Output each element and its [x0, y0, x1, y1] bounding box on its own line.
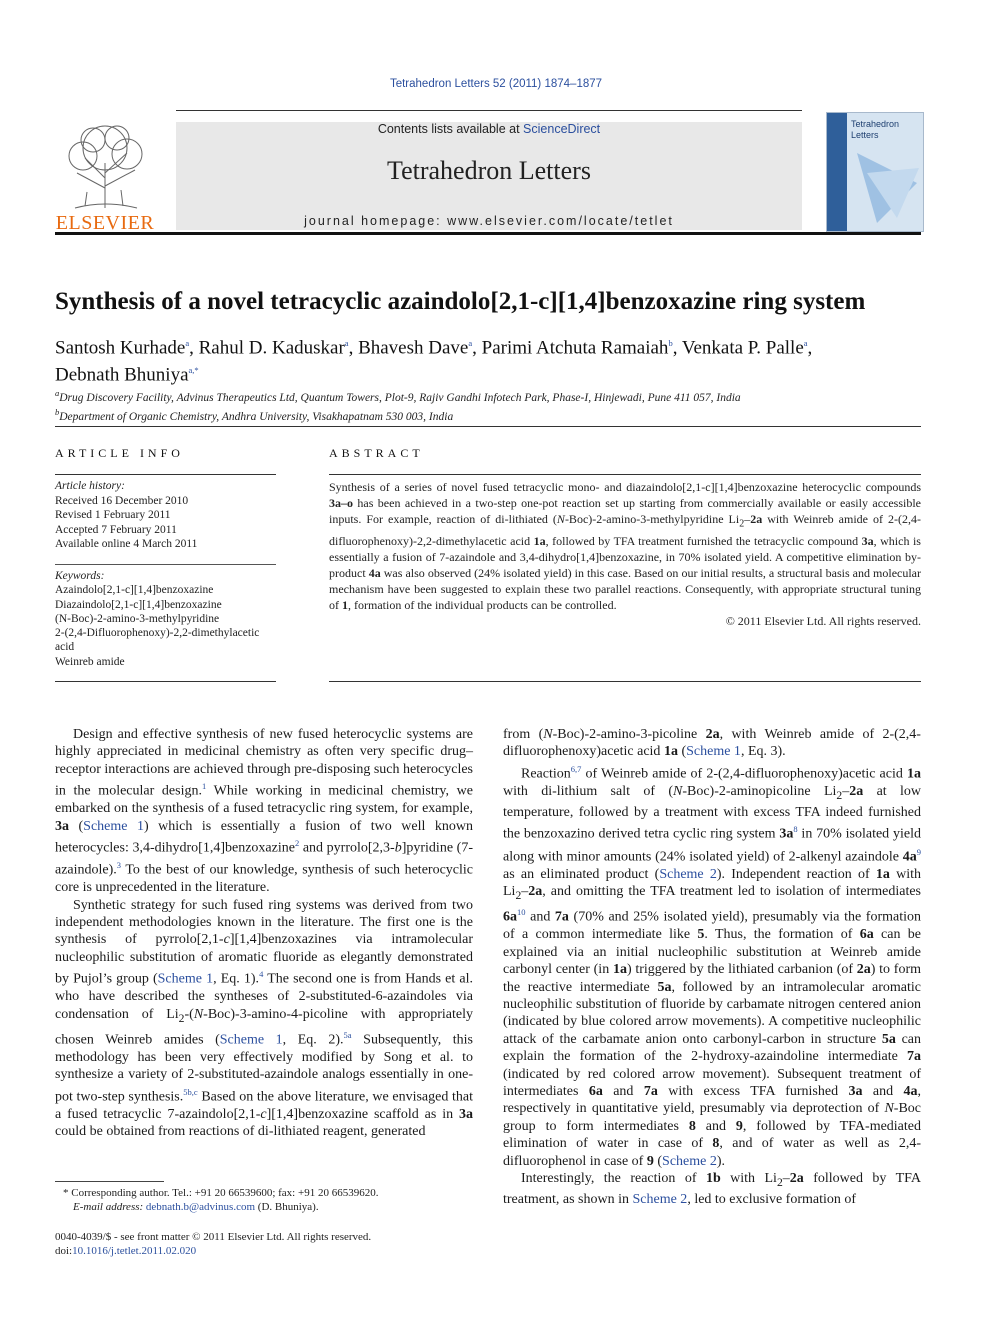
author-affil-sup[interactable]: b — [668, 338, 673, 348]
cover-title-1: Tetrahedron — [851, 119, 900, 129]
divider — [55, 681, 276, 682]
elsevier-wordmark: ELSEVIER — [55, 212, 155, 234]
author-affil-sup[interactable]: a — [344, 338, 349, 348]
author-affil-sup[interactable]: a — [468, 338, 473, 348]
scheme-link[interactable]: Scheme 1 — [157, 971, 214, 987]
masthead-rule — [55, 232, 921, 235]
journal-cover-thumbnail[interactable] — [826, 112, 924, 232]
corresponding-author-note: * Corresponding author. Tel.: +91 20 66539600; fax: +91 20 66539620. E-mail address: debnath.b@advinus.com (D. Bhuniya). — [63, 1187, 379, 1214]
author-name: Santosh Kurhade — [55, 337, 186, 359]
paragraph: Design and effective synthesis of new fused heterocyclic systems are highly appreciated in medicinal chemistry as often very specific drug–receptor interactions are achieved through pre-disposing such heterocycles in the molecular design.$^1$ While working in medicinal chemistry, we embarked on the synthesis of a fused tetracyclic ring system, for example, 3a (Scheme 1) which is essentially a fusion of two well known heterocycles: 3,4-dihydro[1,4]benzoxazine$^2$ and pyrrolo[2,3-b]pyridine (7-azaindole).$^3$ To the best of our knowledge, synthesis of such heterocyclic core is unprecedented in the literature. — [55, 727, 473, 896]
journal-reference[interactable]: Tetrahedron Letters 52 (2011) 1874–1877 — [389, 78, 603, 90]
author-affil-sup[interactable]: a — [803, 338, 808, 348]
author-name: Debnath Bhuniya — [55, 364, 189, 386]
abstract-heading: ABSTRACT — [329, 446, 424, 460]
paragraph: Interestingly, the reaction of 1b with $Li_2-2a$ followed by TFA treatment, as shown in Scheme 2, led to exclusive formation of — [503, 1170, 921, 1208]
scheme-link[interactable]: Scheme 2 — [662, 1153, 717, 1169]
author-name: Rahul D. Kaduskar — [198, 337, 345, 359]
affiliation-a: $^a$Drug Discovery Facility, Advinus Therapeutics Ltd, Quantum Towers, Plot-9, Rajiv Gandhi Infotech Park, Phase-I, Hinjewadi, Pune 411 057, India — [55, 388, 741, 404]
article-title: Synthesis of a novel tetracyclic azaindolo[2,1-c][1,4]benzoxazine ring system — [55, 288, 866, 315]
paragraph: Reaction$^{6,7}$ of Weinreb amide of 2-(2,4-difluorophenoxy)acetic acid 1a with di-lithium salt of (N-Boc)-2-aminopicoline $Li_2-2a$ at low temperature, followed by a treatment with excess TFA indeed furnished the benzoxazino derived tetra cyclic ring system $3a^8$ in 70% isolated yield along with minor amounts (24% isolated yield) of 2-alkenyl azaindole $4a^9$ as an eliminated product (Scheme 2). Independent reaction of 1a with $Li_2-2a$, and omitting the TFA treatment led to isolation of intermediates $6a^{10}$ and 7a (70% and 25% isolated yield), presumably via the formation of a common intermediate like 5. Thus, the formation of 6a can be explained via an initial nucleophilic substitution at Weinreb amide carbonyl center (in 1a) triggered by the lithiated carbanion (of 2a) to form the reactive intermediate 5a, followed by an intramolecular aromatic nucleophilic substitution of fluoride by carbamate nitrogen centered anion (indicated by blue colored arrow movements). A competitive nucleophilic attack of the carbamate anion onto carbonyl-carbon in structure 5a can explain the formation of the 2-hydroxy-azaindoline intermediate 7a (indicated by red colored arrow movement). Subsequent treatment of intermediates 6a and 7a with excess TFA furnished 3a and 4a, respectively in quantitative yield, presumably via deprotection of N-Boc group to form intermediates 8 and 9, followed by TFA-mediated elimination of water in case of 8, and of water as well as 2,4-difluorophenol in case of 9 (Scheme 2). — [503, 763, 922, 1169]
sciencedirect-link[interactable]: ScienceDirect — [523, 122, 601, 136]
cover-title-2: Letters — [851, 130, 879, 140]
footnote-rule — [55, 1181, 164, 1182]
keyword: Diazaindolo[2,1-c][1,4]benzoxazine — [55, 598, 222, 611]
keyword: (N-Boc)-2-amino-3-methylpyridine — [55, 612, 220, 625]
body-column-left — [55, 726, 473, 1141]
keyword: Azaindolo[2,1-c][1,4]benzoxazine — [55, 584, 214, 597]
contents-line: Contents lists available at ScienceDirect — [377, 122, 601, 136]
affiliations — [55, 386, 921, 425]
author-name: Bhavesh Dave — [358, 337, 469, 359]
author-affil-sup[interactable]: a,* — [188, 365, 199, 376]
keywords: Keywords: Azaindolo[2,1-c][1,4]benzoxazine Diazaindolo[2,1-c][1,4]benzoxazine (N-Boc)-2-amino-3-methylpyridine 2-(2,4-Difluorophenoxy)-2,2-dimethylacetic acid Weinreb amide — [55, 569, 280, 669]
scheme-link[interactable]: Scheme 1 — [83, 818, 144, 834]
scheme-link[interactable]: Scheme 1 — [686, 744, 741, 760]
author-name: Parimi Atchuta Ramaiah — [481, 337, 669, 359]
abstract-text: Synthesis of a series of novel fused tetracyclic mono- and diazaindolo[2,1-c][1,4]benzoxazine heterocyclic compounds 3a–o has been achieved in a two-step one-pot reaction set up starting from commercially available or easily accessible inputs. For example, reaction of di-lithiated (N-Boc)-2-amino-3-methylpyridine $Li_2-2a$ with Weinreb amide of 2-(2,4-difluorophenoxy)-2,2-dimethylacetic acid 1a, followed by TFA treatment furnished the tetracyclic compound 3a, which is essentially a fusion of 7-azaindole and 3,4-dihydro[1,4]benzoxazine, in 70% isolated yield. A competitive elimination by-product 4a was also observed (24% isolated yield) in this case. Based on our initial results, a structural basis and molecular mechanism have been suggested to explain these two parallel reactions. Consequently, with appropriate structural tuning of 1, formation of the individual products can be controlled. © 2011 Elsevier Ltd. All rights reserved. — [329, 480, 922, 629]
divider — [55, 564, 276, 565]
divider — [329, 681, 921, 682]
scheme-link[interactable]: Scheme 1 — [219, 1032, 283, 1048]
divider — [329, 474, 921, 475]
scheme-link[interactable]: Scheme 2 — [659, 866, 717, 882]
affiliation-b: $^b$Department of Organic Chemistry, Andhra University, Visakhapatnam 530 003, India — [55, 407, 454, 424]
paragraph: from (N-Boc)-2-amino-3-picoline 2a, with Weinreb amide of 2-(2,4-difluorophenoxy)acetic acid 1a (Scheme 1, Eq. 3). — [503, 727, 921, 760]
article-history: Article history: Received 16 December 2010 Revised 1 February 2011 Accepted 7 February 2011 Available online 4 March 2011 — [55, 480, 198, 550]
author-list: Santosh Kurhade$^a$, Rahul D. Kaduskar$^a$, Bhavesh Dave$^a$, Parimi Atchuta Ramaiah$^b$, Venkata P. Palle$^a$, Debnath Bhuniya$^{a,*}$ — [55, 337, 813, 386]
journal-title: Tetrahedron Letters — [387, 156, 591, 185]
keyword: Weinreb amide — [55, 655, 125, 668]
body-column-right — [503, 726, 921, 1209]
divider — [55, 474, 276, 475]
abstract-copyright: © 2011 Elsevier Ltd. All rights reserved. — [725, 614, 921, 629]
scheme-link[interactable]: Scheme 2 — [632, 1192, 688, 1208]
article-info-heading: ARTICLE INFO — [55, 446, 184, 460]
front-matter: 0040-4039/$ - see front matter © 2011 Elsevier Ltd. All rights reserved. doi:10.1016/j.tetlet.2011.02.020 — [55, 1231, 372, 1258]
journal-homepage[interactable]: journal homepage: www.elsevier.com/locate/tetlet — [304, 214, 674, 228]
author-email-link[interactable]: debnath.b@advinus.com — [145, 1201, 256, 1214]
keyword: 2-(2,4-Difluorophenoxy)-2,2-dimethylacetic acid — [55, 627, 260, 654]
divider — [55, 426, 921, 427]
author-name: Venkata P. Palle — [681, 337, 804, 359]
paragraph: Synthetic strategy for such fused ring systems was derived from two independent methodologies known in the literature. The first one is the synthesis of pyrrolo[2,1-c][1,4]benzoxazines via intramolecular nucleophilic substitution of aromatic fluoride as elegantly demonstrated by Pujol’s group (Scheme 1, Eq. 1).$^4$ The second one is from Hands et al. who have described the syntheses of 2-substituted-6-azaindoles via condensation of $Li_2-(N-Boc)-3-amino-4$-picoline with appropriately chosen Weinreb amides (Scheme 1, Eq. 2).$^{5a}$ Subsequently, this methodology has been very effectively modified by Song et al. to synthesize a variety of 2-substituted-azaindole analogs essentially in one-pot two-step synthesis.$^{5b,c}$ Based on the above literature, we envisaged that a fused tetracyclic 7-azaindolo[2,1-c][1,4]benzoxazine scaffold as in 3a could be obtained from reactions of di-lithiated reagent, generated — [55, 897, 473, 1140]
doi-link[interactable]: 10.1016/j.tetlet.2011.02.020 — [72, 1245, 197, 1258]
header-rule — [176, 110, 802, 111]
author-affil-sup[interactable]: a — [185, 338, 190, 348]
